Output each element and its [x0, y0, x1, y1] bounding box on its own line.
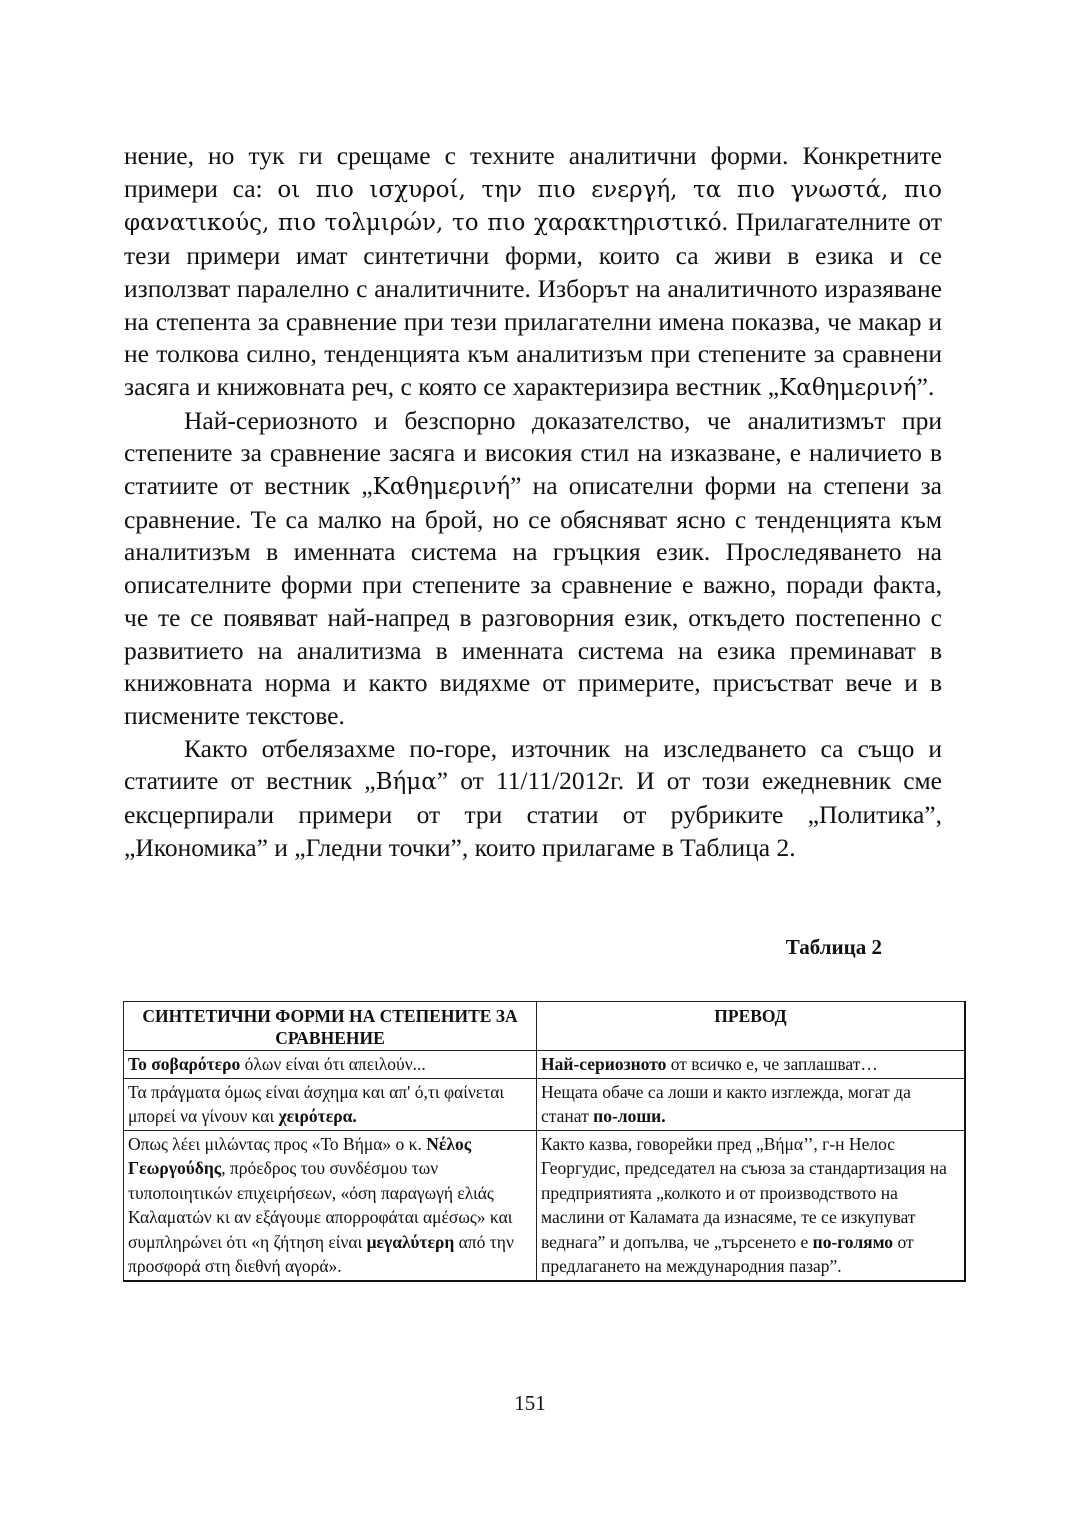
table-cell-translation [537, 1051, 966, 1079]
table-caption: Таблица 2 [785, 935, 882, 959]
bold-form: μεγαλύτερη [366, 1231, 455, 1252]
cell-text: Τα πράγματα όμως είναι άσχημα και απ' ό,τι φαίνεται μπορεί να γίνουν και [128, 1081, 505, 1126]
cell-text: όλων είναι ότι απειλούν... [240, 1054, 426, 1074]
cell-text: Както казва, говорейки пред „Βήμα’’, г-н Нелос Георгудис, председател на съюза за стандартизация на предприятията „колкото и от производството на маслини от Каламата да изнасяме, те се изкупуват веднага” и допълва, че „търсенето е [541, 1133, 947, 1252]
table-row [124, 1130, 966, 1281]
cell-text: Οπως λέει μιλώντας προς «Το Βήμα» ο κ. [128, 1133, 427, 1154]
paragraph-3-text-a: Както отбелязахме по-горе, източник на изследването са също и статиите от вестник „ [124, 733, 942, 796]
table-cell-greek [124, 1078, 537, 1130]
cell-text: , πρόεδρος του συνδέσμου των τυποποιητικών επιχειρήσεων, «όση παραγωγή ελιάς Καλαματών κι αν εξάγουμε απορροφάται αμέσως» και συμπληρώνει ότι «η ζήτηση είναι [128, 1158, 513, 1252]
paragraph-1-greek-examples: οι πιο ισχυροί, την πιο ενεργή, τα πιο γνωστά, πιο φανατικούς, πιο τολμιρών, το πιο χαρακτηριστικό [124, 176, 942, 237]
table-cell-translation [537, 1078, 966, 1130]
paragraph-3-newspaper-name: Βήμα [375, 769, 437, 796]
bold-form: Το σοβαρότερο [128, 1054, 241, 1074]
table-header-row [124, 1002, 966, 1051]
comparison-table [123, 1001, 966, 1282]
bold-form: Νέλος Γεωργούδης [128, 1133, 472, 1178]
paragraph-1-newspaper-name: Καθημερινή [779, 374, 917, 401]
table-cell-greek [124, 1051, 537, 1079]
cell-text: от предлагането на международния пазар”. [541, 1231, 914, 1276]
header-left: СИНТЕТИЧНИ ФОРМИ НА СТЕПЕНИТЕ ЗА СРАВНЕНИЕ [124, 1002, 537, 1051]
paragraph-1-text-a: нение, но тук ги срещаме с техните аналитични форми. Конкретните примери са: [124, 141, 942, 203]
paragraph-2-text-b: ” на описателни форми на степени за сравнение. Те са малко на брой, но се обясняват ясно с тенденцията към аналитизъм в именната система на гръцкия език. Проследяването на описателните форми при степените за сравнение е важно, поради факта, че те се появяват най-напред в разговорния език, откъдето постепенно с развитието на аналитизма в именната система на езика преминават в книжовната норма и както видяхме от примерите, присъстват вече и в писмените текстове. [124, 471, 942, 730]
table-cell-translation [537, 1130, 966, 1281]
paragraph-3-text-b: ” от 11/11/2012г. И от този ежедневник сме ексцерпирали примери от три статии от рубриките „Политика”, „Икономика” и „Гледни точки”, които прилагаме в Таблица 2. [124, 766, 942, 862]
paragraph-2-text-a: Най-сериозното и безспорно доказателство, че аналитизмът при степените за сравнение засяга и високия стил на изказване, е наличието в статиите от вестник „ [124, 405, 942, 501]
page-number: 151 [514, 1391, 546, 1415]
header-right: ПРЕВОД [537, 1002, 966, 1051]
cell-text: από την προσφορά στη διεθνή αγορά». [128, 1231, 514, 1276]
cell-text: от всичко е, че заплашват… [666, 1054, 878, 1074]
bold-form: Най-сериозното [541, 1054, 667, 1074]
paragraph-3 [124, 733, 942, 865]
paragraph-2-newspaper-name: Καθημερινή [372, 474, 511, 501]
bold-form: по-лоши. [593, 1106, 666, 1126]
table-row [124, 1078, 966, 1130]
paragraph-1-text-b: . Прилагателните от тези примери имат синтетични форми, които са живи в езика и се използват паралелно с аналитичните. Изборът на аналитичното изразяване на степента за сравнение при тези прилагателни имена показва, че макар и не толкова силно, тенденцията към аналитизъм при степените за сравнени засяга и книжовната реч, с която се характеризира вестник „ [124, 207, 942, 401]
table-cell-greek [124, 1130, 537, 1281]
cell-text: Нещата обаче са лоши и както изглежда, могат да станат [541, 1081, 911, 1126]
bold-form: χειρότερα. [278, 1106, 357, 1126]
paragraph-2 [124, 405, 942, 733]
paragraph-1 [124, 140, 942, 405]
table-row [124, 1051, 966, 1079]
paragraph-1-text-c: ”. [916, 371, 935, 401]
bold-form: по-голямо [812, 1231, 894, 1252]
body-text [124, 140, 942, 864]
